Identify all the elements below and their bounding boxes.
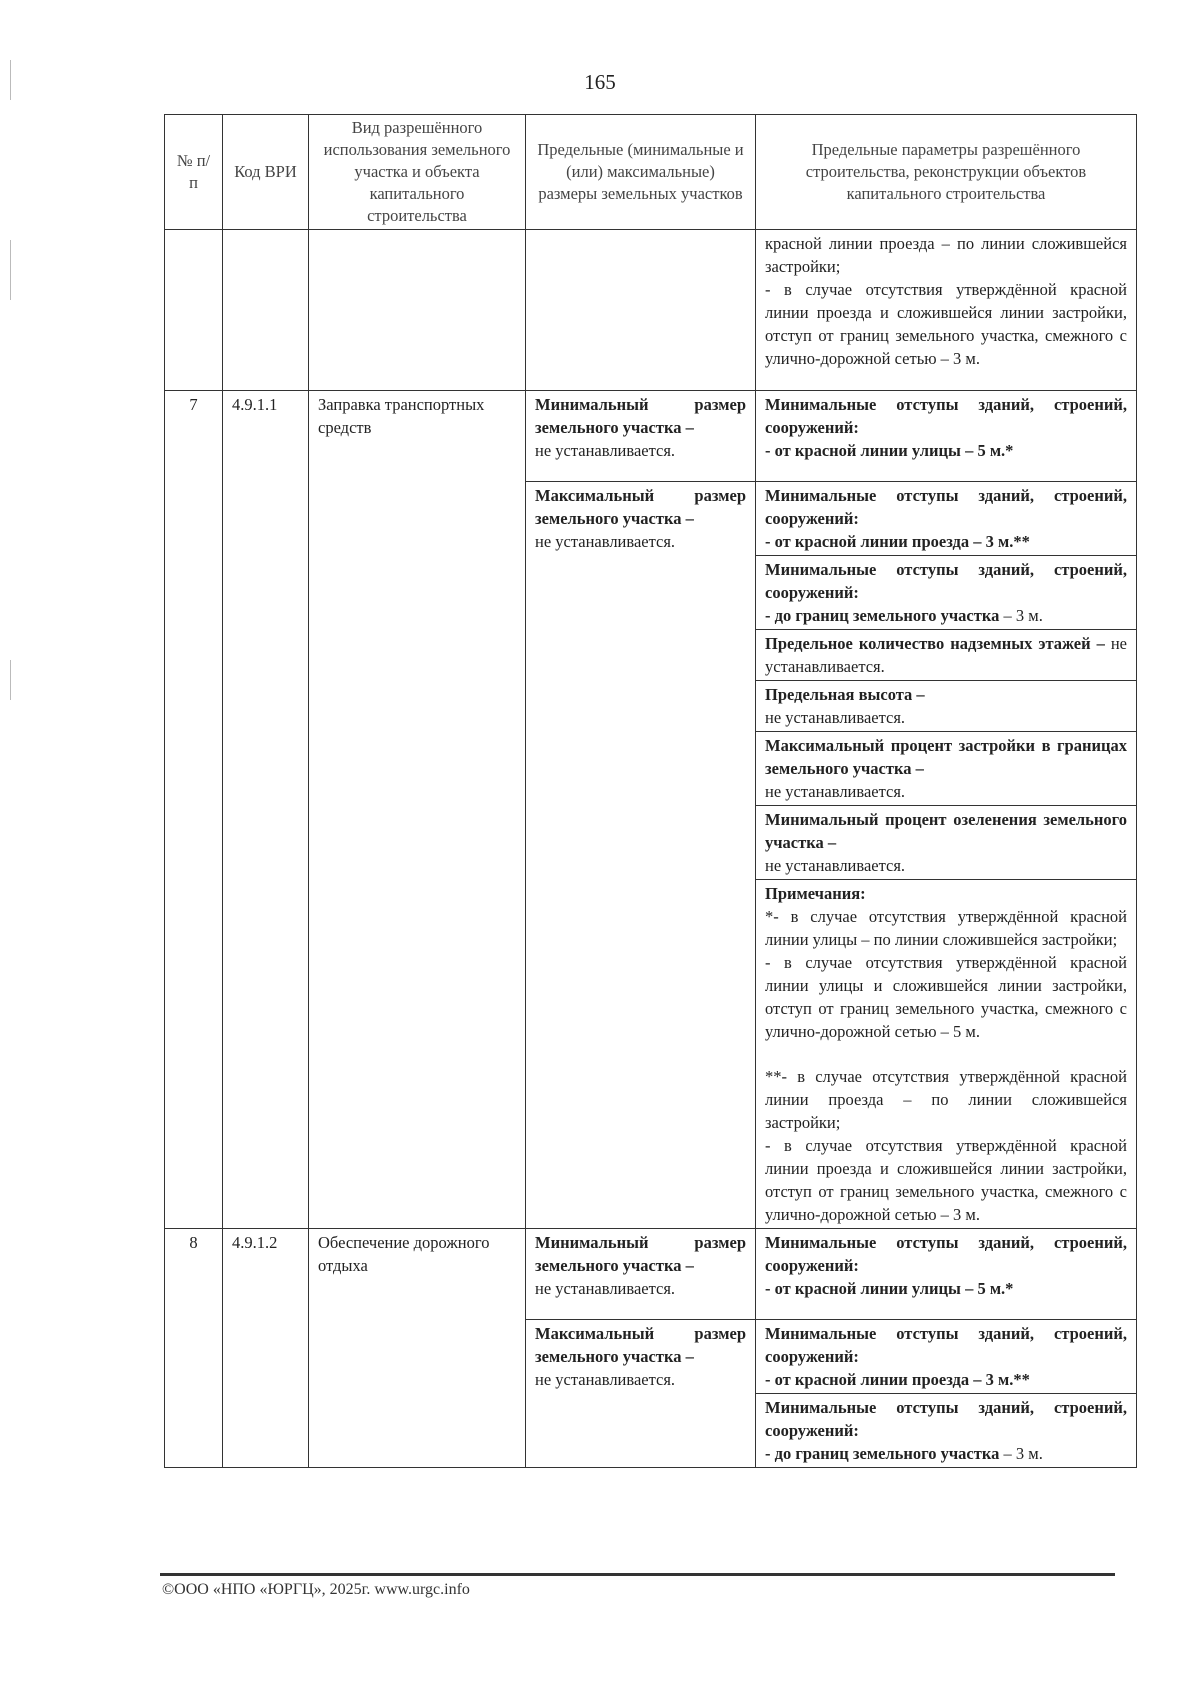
- table-row: [165, 391, 1137, 482]
- param-label: Предельное количество надземных этажей –: [765, 634, 1105, 653]
- param-line: - от красной линии проезда: [765, 532, 970, 551]
- param-label: Минимальные отступы зданий, строений, сооружений:: [765, 395, 1127, 437]
- param-block: [756, 1394, 1136, 1467]
- row-code: 4.9.1.1: [223, 391, 309, 1229]
- param-block: [756, 806, 1136, 880]
- param-value: – 5 м.*: [960, 1279, 1014, 1298]
- param-label: Минимальный процент озеленения земельного участка –: [765, 810, 1127, 852]
- header-type: Вид разрешённого использования земельного участка и объекта капитального строительства: [309, 115, 526, 230]
- param-block: [756, 556, 1136, 630]
- note-text: - в случае отсутствия утверждённой красной линии проезда и сложившейся линии застройки, отступ от границ земельного участка, смежного с улично-дорожной сетью – 3 м.: [765, 1136, 1127, 1224]
- regulation-table: [164, 114, 1137, 1468]
- param-label: Максимальный процент застройки в границах земельного участка –: [765, 736, 1127, 778]
- min-size-value: не устанавливается.: [535, 1279, 676, 1298]
- notes-title: Примечания:: [765, 884, 866, 903]
- note-text: **- в случае отсутствия утверждённой красной линии проезда – по линии сложившейся застройки;: [765, 1067, 1127, 1132]
- param-label: Минимальные отступы зданий, строений, сооружений:: [765, 486, 1127, 528]
- param-label: Предельная высота –: [765, 685, 925, 704]
- min-size-label: Минимальный размер земельного участка –: [535, 1233, 746, 1275]
- notes-block: [756, 880, 1136, 1228]
- param-stack: [756, 482, 1137, 1229]
- footer-divider: [160, 1573, 1115, 1576]
- param-value: – 3 м.: [999, 606, 1043, 625]
- continuation-line: красной линии проезда – по линии сложившейся застройки;: [765, 234, 1127, 276]
- table-row: [165, 1229, 1137, 1320]
- param-value: не устанавливается.: [765, 856, 906, 875]
- min-size-value: не устанавливается.: [535, 441, 676, 460]
- param-value: не устанавливается.: [765, 782, 906, 801]
- continuation-line: - в случае отсутствия утверждённой красной линии проезда и сложившейся линии застройки, отступ от границ земельного участка, смежного с улично-дорожной сетью – 3 м.: [765, 280, 1127, 368]
- param-line: - от красной линии улицы: [765, 441, 961, 460]
- row-code: 4.9.1.2: [223, 1229, 309, 1468]
- param-value: – 5 м.*: [960, 441, 1014, 460]
- param-block: [756, 1320, 1136, 1394]
- header-code: Код ВРИ: [223, 115, 309, 230]
- param-line: - до границ земельного участка: [765, 1444, 1000, 1463]
- note-text: - в случае отсутствия утверждённой красной линии улицы и сложившейся линии застройки, отступ от границ земельного участка, смежного с улично-дорожной сетью – 5 м.: [765, 953, 1127, 1041]
- max-size-cell: [526, 482, 756, 1229]
- min-size-cell: [526, 1229, 756, 1320]
- param-cell: [756, 1229, 1137, 1320]
- footer-copyright: ©ООО «НПО «ЮРГЦ», 2025г. www.urgc.info: [162, 1581, 470, 1598]
- param-line: - до границ земельного участка: [765, 606, 1000, 625]
- row-number: 8: [165, 1229, 223, 1468]
- param-label: Минимальные отступы зданий, строений, сооружений:: [765, 1398, 1127, 1440]
- row-number: 7: [165, 391, 223, 1229]
- row-type: Обеспечение дорожного отдыха: [309, 1229, 526, 1468]
- table-row-continuation: [165, 230, 1137, 391]
- scan-margin-mark: [10, 660, 11, 700]
- param-label: Минимальные отступы зданий, строений, сооружений:: [765, 1324, 1127, 1366]
- header-size: Предельные (минимальные и (или) максимальные) размеры земельных участков: [526, 115, 756, 230]
- param-block: [756, 681, 1136, 732]
- max-size-cell: [526, 1320, 756, 1468]
- max-size-label: Максимальный размер земельного участка –: [535, 486, 746, 528]
- param-line: - от красной линии улицы: [765, 1279, 961, 1298]
- max-size-label: Максимальный размер земельного участка –: [535, 1324, 746, 1366]
- param-block: [756, 482, 1136, 556]
- param-stack: [756, 1320, 1137, 1468]
- max-size-value: не устанавливается.: [535, 1370, 676, 1389]
- param-value: не устанавливается.: [765, 634, 1127, 676]
- min-size-cell: [526, 391, 756, 482]
- continuation-params: [756, 230, 1137, 391]
- param-value: – 3 м.**: [969, 1370, 1030, 1389]
- scan-margin-mark: [10, 240, 11, 300]
- param-line: - от красной линии проезда: [765, 1370, 970, 1389]
- param-block: [756, 732, 1136, 806]
- param-value: – 3 м.: [999, 1444, 1043, 1463]
- param-value: не устанавливается.: [765, 708, 906, 727]
- param-label: Минимальные отступы зданий, строений, сооружений:: [765, 1233, 1127, 1275]
- param-block: [756, 630, 1136, 681]
- page-number: 165: [584, 70, 616, 94]
- header-params: Предельные параметры разрешённого строительства, реконструкции объектов капитального строительства: [756, 115, 1137, 230]
- header-num: № п/п: [165, 115, 223, 230]
- note-text: *- в случае отсутствия утверждённой красной линии улицы – по линии сложившейся застройки;: [765, 907, 1127, 949]
- table-header-row: [165, 115, 1137, 230]
- param-label: Минимальные отступы зданий, строений, сооружений:: [765, 560, 1127, 602]
- param-value: – 3 м.**: [969, 532, 1030, 551]
- min-size-label: Минимальный размер земельного участка –: [535, 395, 746, 437]
- param-cell: [756, 391, 1137, 482]
- row-type: Заправка транспортных средств: [309, 391, 526, 1229]
- max-size-value: не устанавливается.: [535, 532, 676, 551]
